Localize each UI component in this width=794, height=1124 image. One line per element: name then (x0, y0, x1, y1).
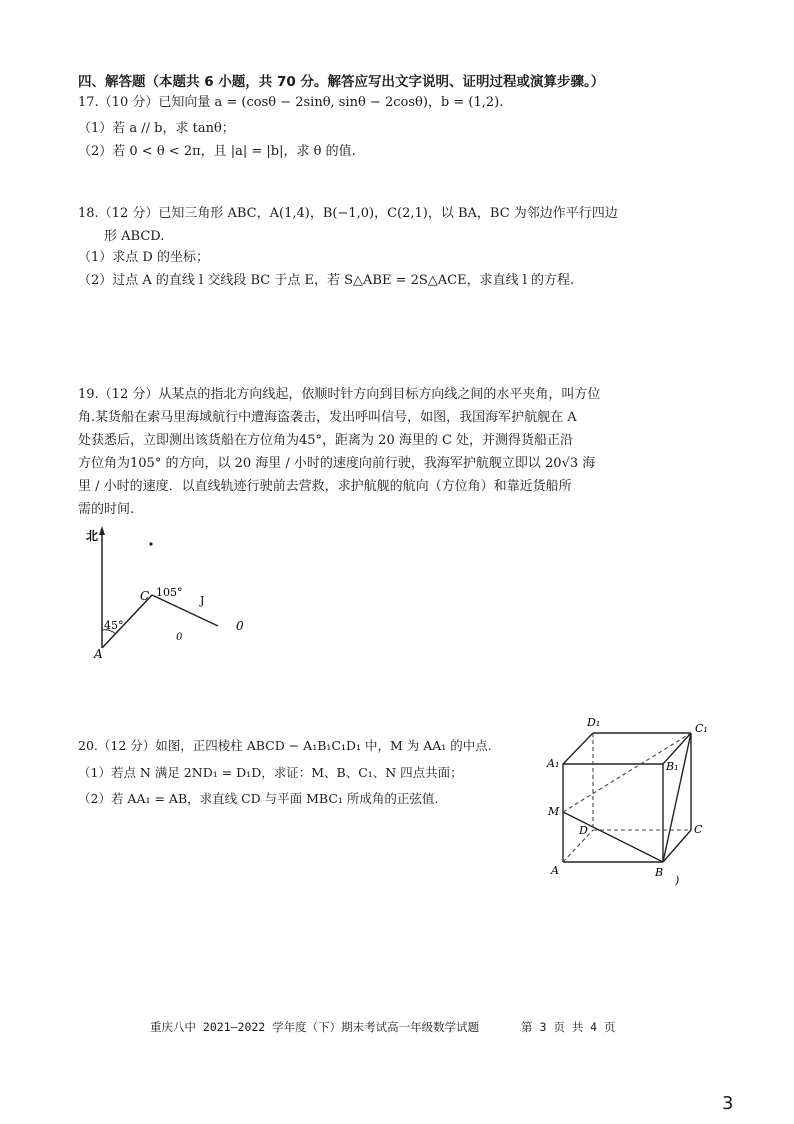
mark-j: J (200, 594, 205, 607)
q17-part1: （1）若 a // b，求 tanθ； (78, 121, 235, 136)
edge-ad-hidden (563, 830, 593, 862)
point-c-label: C (140, 589, 150, 603)
label-a1: A₁ (547, 757, 560, 770)
q19-line: 19.（12 分）从某点的指北方向线起，依顺时针方向到目标方向线之间的水平夹角，叫方位 (78, 387, 601, 402)
footer-page-info: 第 3 页 共 4 页 (521, 1020, 616, 1034)
label-d1: D₁ (587, 716, 601, 729)
label-b: B (655, 866, 664, 879)
footer-title: 重庆八中 2021—2022 学年度（下）期末考试高一年级数学试题 (150, 1020, 480, 1034)
label-m: M (548, 805, 560, 818)
north-arrow-icon (99, 526, 105, 535)
edge-bc (663, 830, 691, 862)
page-number: 3 (722, 1093, 734, 1114)
label-a: A (551, 864, 559, 877)
segment-ship-course (152, 595, 218, 626)
mark-o: 0 (236, 619, 244, 633)
north-label: 北 (86, 529, 99, 543)
q19-line: 方位角为105° 的方向，以 20 海里 / 小时的速度向前行驶，我海军护航舰立即以 20√3 海 (78, 456, 596, 471)
q17-stem: 17.（10 分）已知向量 a = (cosθ − 2sinθ, sinθ − 2cosθ)，b = (1,2). (78, 95, 504, 110)
label-d: D (579, 824, 588, 837)
q18-stem: 18.（12 分）已知三角形 ABC，A(1,4)，B(−1,0)，C(2,1)，以 BA，BC 为邻边作平行四边 (78, 206, 618, 221)
q19-line: 需的时间. (78, 502, 135, 517)
label-c: C (694, 823, 703, 836)
q20-part1: （1）若点 N 满足 2ND₁ = D₁D，求证：M、B、C₁、N 四点共面； (78, 765, 463, 780)
question-19 (78, 383, 698, 521)
q19-line: 里 / 小时的速度．以直线轨迹行驶前去营救，求护航舰的航向（方位角）和靠近货船所 (78, 479, 572, 494)
section-title: 四、解答题（本题共 6 小题，共 70 分。解答应写出文字说明、证明过程或演算步骤。） (78, 74, 605, 90)
q20-stem: 20.（12 分）如图，正四棱柱 ABCD − A₁B₁C₁D₁ 中，M 为 AA₁ 的中点. (78, 738, 492, 753)
dot-mark (149, 542, 152, 545)
q18-part2: （2）过点 A 的直线 l 交线段 BC 于点 E，若 S△ABE = 2S△ACE，求直线 l 的方程. (78, 273, 575, 288)
bearing-diagram (80, 522, 260, 662)
angle-105-label: 105° (156, 586, 183, 599)
page-footer (150, 1019, 616, 1035)
angle-45-label: 45° (104, 619, 124, 632)
segment-bc1 (663, 733, 691, 862)
mark-0: 0 (176, 632, 183, 643)
q18-part1: （1）求点 D 的坐标； (78, 250, 209, 265)
q18-stem-cont: 形 ABCD. (104, 229, 165, 244)
point-a-label: A (94, 647, 103, 661)
q19-line: 处获悉后，立即测出该货船在方位角为45°，距离为 20 海里的 C 处，并测得货船正沿 (78, 433, 574, 448)
mark-paren: ) (675, 874, 680, 887)
q19-line: 角.某货船在索马里海域航行中遭海盗袭击，发出呼叫信号，如图，我国海军护航舰在 A (78, 410, 577, 425)
q20-part2: （2）若 AA₁ = AB，求直线 CD 与平面 MBC₁ 所成角的正弦值. (78, 791, 439, 806)
prism-diagram (545, 712, 715, 887)
q17-part2: （2）若 0 < θ < 2π，且 |a| = |b|，求 θ 的值. (78, 144, 356, 159)
segment-mb (563, 812, 663, 862)
label-b1: B₁ (666, 760, 679, 773)
edge-a1d1 (563, 733, 593, 764)
label-c1: C₁ (695, 722, 708, 735)
